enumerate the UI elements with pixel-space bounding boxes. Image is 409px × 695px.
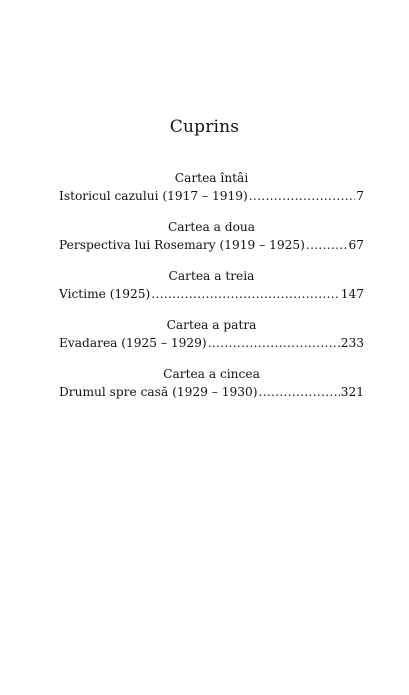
dot-leader xyxy=(306,236,348,254)
entry-page-number: 147 xyxy=(340,287,364,301)
toc-part xyxy=(59,317,364,352)
part-heading: Cartea a patra xyxy=(166,318,257,332)
entry-title: Istoricul cazului (1917 – 1919) xyxy=(59,189,248,203)
toc-entry[interactable] xyxy=(59,334,364,352)
dot-leader xyxy=(151,285,339,303)
part-heading: Cartea a cincea xyxy=(163,367,260,381)
toc-entry[interactable] xyxy=(59,285,364,303)
entry-page-number: 321 xyxy=(340,385,364,399)
table-of-contents xyxy=(59,170,364,415)
toc-entry[interactable] xyxy=(59,187,364,205)
page-title: Cuprins xyxy=(169,117,240,137)
toc-entry[interactable] xyxy=(59,383,364,401)
toc-part xyxy=(59,366,364,401)
entry-title: Victime (1925) xyxy=(59,287,151,301)
part-heading: Cartea întâi xyxy=(174,171,249,185)
part-heading: Cartea a treia xyxy=(168,269,255,283)
toc-part xyxy=(59,170,364,205)
entry-title: Evadarea (1925 – 1929) xyxy=(59,336,207,350)
entry-page-number: 233 xyxy=(340,336,364,350)
toc-part xyxy=(59,219,364,254)
entry-title: Drumul spre casă (1929 – 1930) xyxy=(59,385,258,399)
entry-title: Perspectiva lui Rosemary (1919 – 1925) xyxy=(59,238,305,252)
part-heading: Cartea a doua xyxy=(167,220,256,234)
entry-page-number: 7 xyxy=(356,189,364,203)
dot-leader xyxy=(258,383,339,401)
dot-leader xyxy=(249,187,355,205)
entry-page-number: 67 xyxy=(348,238,364,252)
toc-entry[interactable] xyxy=(59,236,364,254)
toc-part xyxy=(59,268,364,303)
dot-leader xyxy=(208,334,340,352)
